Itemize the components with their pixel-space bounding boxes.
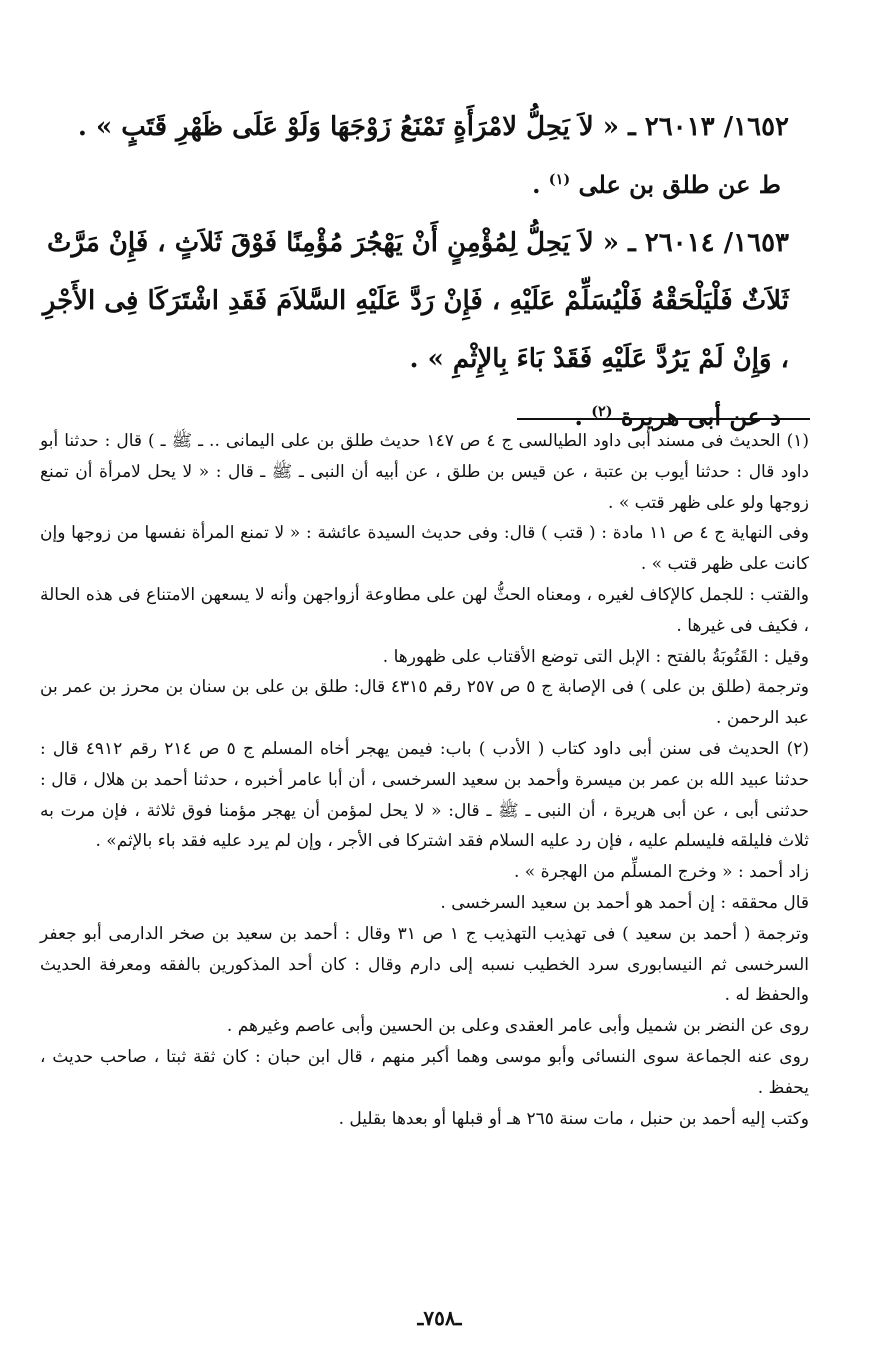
footnote-paragraph: وفى النهاية ج ٤ ص ١١ مادة : ( قتب ) قال: وفى حديث السيدة عائشة : « لا تمنع المرأة نفسها من زوجها وإن كانت على ظهر قتب » . xyxy=(40,523,809,575)
hadith-1653: ١٦٥٣/ ٢٦٠١٤ ـ « لاَ يَحِلُّ لِمُؤْمِنٍ أَنْ يَهْجُرَ مُؤْمِنًا فَوْقَ ثَلاَثٍ ، فَإِنْ مَرَّتْ ثَلاَثٌ فَلْيَلْحَقْهُ فَلْيُسَلِّمْ عَلَيْهِ ، فَإِنْ رَدَّ عَلَيْهِ السَّلاَمَ فَقَدِ اشْتَرَكَا فِى الأَجْرِ ، وَإِنْ لَمْ يَرُدَّ عَلَيْهِ فَقَدْ بَاءَ بِالإِثْمِ » . xyxy=(42,228,789,374)
hadith-1652-source: ط عن طلق بن على $^{(١)}$ . xyxy=(532,170,781,199)
hadith-section xyxy=(40,98,789,446)
footnote-paragraph: وترجمة ( أحمد بن سعيد ) فى تهذيب التهذيب ج ١ ص ٣١ وقال : أحمد بن سعيد بن صخر الدارمى أبو جعفر السرخسى ثم النيسابورى سرد الخطيب نسبه إلى دارم وقال : كان أحد المذكورين بالفقه ومعرفة الحديث والحفظ له . xyxy=(40,923,809,1006)
footnote-paragraph: روى عن النضر بن شميل وأبى عامر العقدى وعلى بن الحسين وأبى عاصم وغيرهم . xyxy=(226,1016,809,1037)
source-text: د عن أبى هريرة xyxy=(620,402,781,431)
footnote-2: (٢) الحديث فى سنن أبى داود كتاب ( الأدب ) باب: فيمن يهجر أخاه المسلم ج ٥ ص ٢١٤ رقم ٤٩١٢ قال : حدثنا عبيد الله بن عمر بن ميسرة وأحمد بن سعيد السرخسى ، أن أبا عامر أخبره ، حدثنا أحمد بن هلال ، قال : حدثنى أبى ، عن أبى هريرة ، أن النبى ـ ﷺ ـ قال: « لا يحل لمؤمن أن يهجر مؤمنا فوق ثلاثة ، فإن مرت به ثلاث فليلقه فليسلم عليه ، فإن رد عليه السلام فقد اشتركا فى الأجر ، وإن لم يرد عليه فقد باء بالإثم» . xyxy=(40,738,809,852)
footnote-paragraph: زاد أحمد : « وخرج المسلِّم من الهجرة » . xyxy=(513,862,809,883)
footnote-1: (١) الحديث فى مسند أبى داود الطيالسى ج ٤ ص ١٤٧ حديث طلق بن على اليمانى .. ـ ﷺ ـ ) قال : حدثنا أبو داود قال : حدثنا أيوب بن عتبة ، عن قيس بن طلق ، عن أبيه أن النبى ـ ﷺ ـ قال : « لا يحل لامرأة أن تمنع زوجها ولو على ظهر قتب » . xyxy=(40,431,809,513)
footnote-paragraph: والقتب : للجمل كالإكاف لغيره ، ومعناه الحثُّ لهن على مطاوعة أزواجهن وأنه لا يسعهن الامتناع فى هذه الحالة ، فكيف فى غيرها . xyxy=(40,584,809,636)
footnotes-section xyxy=(40,426,809,1134)
footnote-paragraph: وكتب إليه أحمد بن حنبل ، مات سنة ٢٦٥ هـ أو قبلها أو بعدها بقليل . xyxy=(338,1108,809,1129)
source-text: ط عن طلق بن على xyxy=(578,170,781,199)
page-number: ـ٧٥٨ـ xyxy=(417,1306,462,1330)
footnote-paragraph: قال محققه : إن أحمد هو أحمد بن سعيد السرخسى . xyxy=(440,892,809,913)
hadith-1653-source: د عن أبى هريرة $^{(٢)}$ . xyxy=(574,402,781,431)
hadith-1652: ١٦٥٢/ ٢٦٠١٣ ـ « لاَ يَحِلُّ لامْرَأَةٍ تَمْنَعُ زَوْجَهَا وَلَوْ عَلَى ظَهْرِ قَتَبٍ » . xyxy=(77,112,789,142)
footnote-paragraph: روى عنه الجماعة سوى النسائى وأبو موسى وهما أكبر منهم ، قال ابن حبان : كان ثقة ثبتا ، صاحب حديث ، يحفظ . xyxy=(40,1046,809,1098)
footnote-ref-1[interactable]: (١) xyxy=(548,171,571,188)
footnote-paragraph: وقيل : القَتُوبَةُ بالفتح : الإبل التى توضع الأقتاب على ظهورها . xyxy=(382,646,809,667)
footnote-divider xyxy=(517,418,810,420)
footnote-paragraph: وترجمة (طلق بن على ) فى الإصابة ج ٥ ص ٢٥٧ رقم ٤٣١٥ قال: طلق بن على بن سنان بن محرز بن عمر بن عبد الرحمن . xyxy=(40,677,809,729)
footnote-ref-2[interactable]: (٢) xyxy=(591,403,613,420)
